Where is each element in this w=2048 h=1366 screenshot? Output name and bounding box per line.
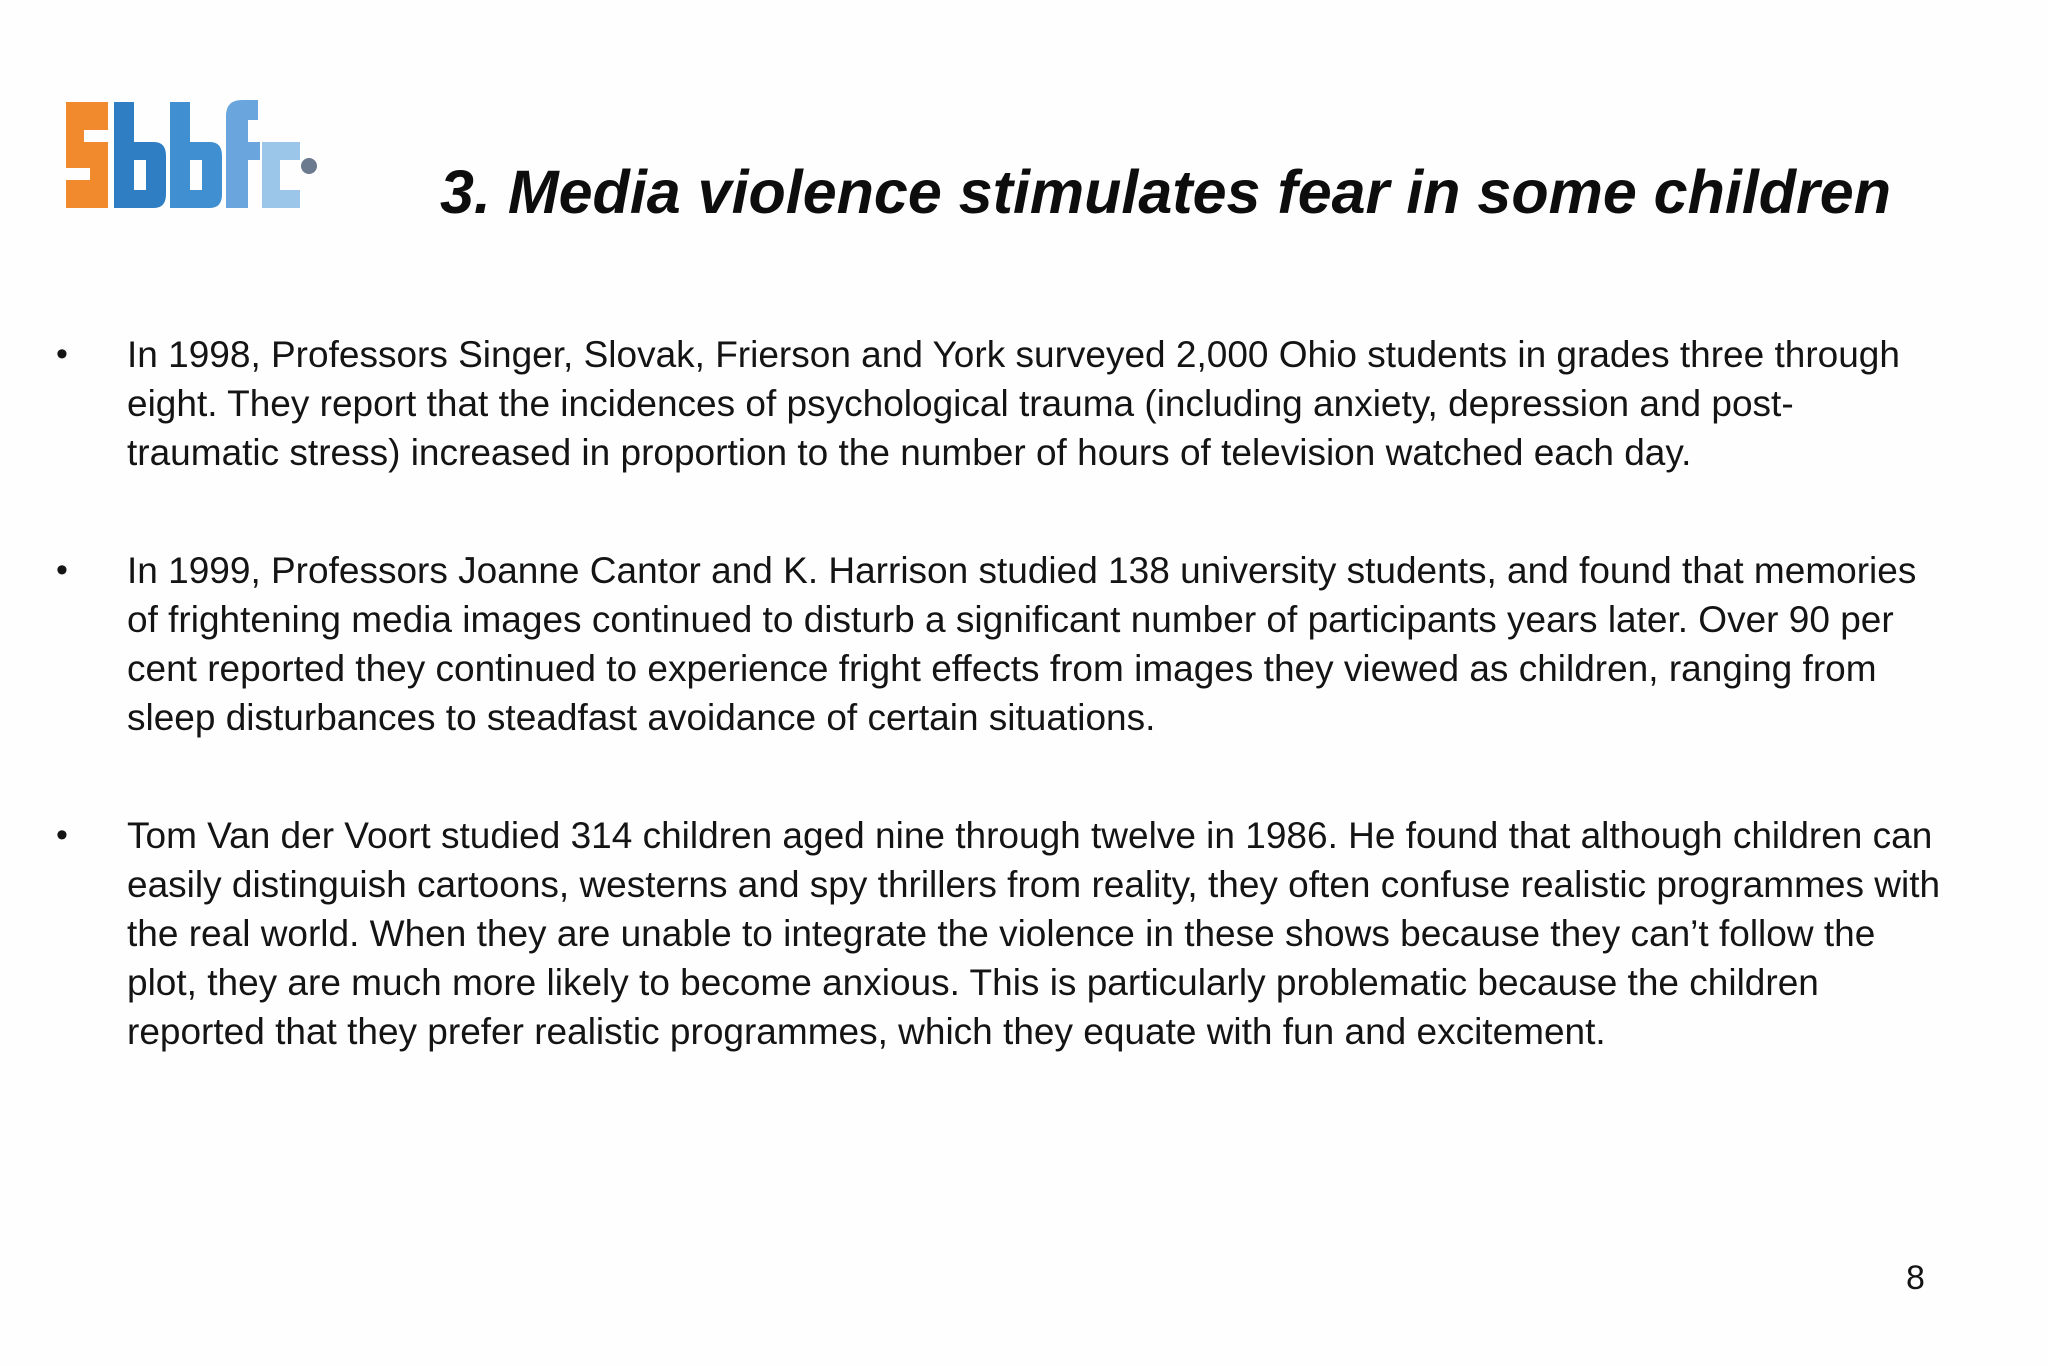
bullet-item (0, 330, 1942, 477)
bullet-text: In 1998, Professors Singer, Slovak, Frierson and York surveyed 2,000 Ohio students in grades three through eight. They report that the incidences of psychological trauma (including anxiety, depression and post-traumatic stress) increased in proportion to the number of hours of television watched each day. (127, 334, 1900, 473)
bullet-item (0, 811, 1942, 1056)
bullet-item (0, 546, 1942, 742)
bullet-marker: • (56, 816, 68, 854)
slide-title: 3. Media violence stimulates fear in some children (440, 158, 1891, 226)
page-number: 8 (1906, 1259, 1925, 1297)
bullet-text: In 1999, Professors Joanne Cantor and K. Harrison studied 138 university students, and found that memories of frightening media images continued to disturb a significant number of participants years later. Over 90 per cent reported they continued to experience fright effects from images they viewed as children, ranging from sleep disturbances to steadfast avoidance of certain situations. (127, 550, 1917, 738)
bullet-list (0, 330, 2048, 1056)
sbbfc-logo (62, 96, 324, 214)
bullet-marker: • (56, 335, 68, 373)
bullet-marker: • (56, 551, 68, 589)
bullet-text: Tom Van der Voort studied 314 children aged nine through twelve in 1986. He found that although children can easily distinguish cartoons, westerns and spy thrillers from reality, they often confuse realistic programmes with the real world. When they are unable to integrate the violence in these shows because they can’t follow the plot, they are much more likely to become anxious. This is particularly problematic because the children reported that they prefer realistic programmes, which they equate with fun and excitement. (127, 815, 1941, 1052)
